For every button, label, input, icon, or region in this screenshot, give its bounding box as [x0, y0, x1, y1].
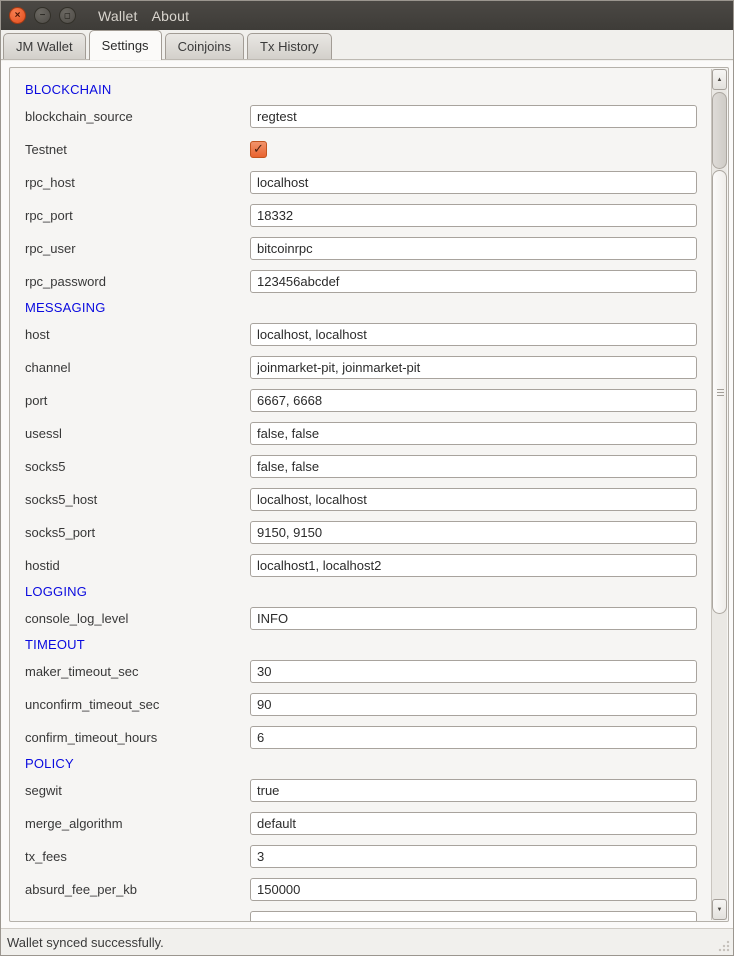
scroll-up-button[interactable]: [712, 69, 727, 90]
settings-row: [25, 774, 697, 807]
field-input[interactable]: [250, 455, 697, 478]
field-label: maker_timeout_sec: [25, 664, 139, 679]
field-input[interactable]: [250, 521, 697, 544]
settings-pane: [1, 61, 733, 928]
section-header: MESSAGING: [25, 300, 106, 315]
settings-row: [25, 688, 697, 721]
field-label: blockchain_source: [25, 109, 133, 124]
maximize-icon: ◻: [64, 10, 71, 20]
settings-row: [25, 265, 697, 298]
field-input-partial[interactable]: [250, 911, 697, 922]
titlebar: [1, 1, 733, 30]
check-icon: ✓: [253, 141, 264, 156]
field-input[interactable]: [250, 726, 697, 749]
status-text: Wallet synced successfully.: [7, 934, 164, 950]
field-label: console_log_level: [25, 611, 129, 626]
settings-row: [25, 318, 697, 351]
field-input[interactable]: [250, 845, 697, 868]
settings-row: [25, 450, 697, 483]
statusbar: [1, 928, 733, 955]
section-header: POLICY: [25, 756, 74, 771]
settings-row: [25, 655, 697, 688]
section-header: BLOCKCHAIN: [25, 82, 112, 97]
settings-row: [25, 483, 697, 516]
field-label: rpc_user: [25, 241, 76, 256]
field-label: socks5_port: [25, 525, 96, 540]
tab-coinjoins[interactable]: Coinjoins: [165, 33, 244, 59]
settings-row: [25, 721, 697, 754]
testnet-checkbox[interactable]: [250, 141, 267, 158]
field-input[interactable]: [250, 356, 697, 379]
field-input[interactable]: [250, 105, 697, 128]
settings-row: [25, 133, 697, 166]
field-label: socks5: [25, 459, 66, 474]
field-label: channel: [25, 360, 71, 375]
settings-row: [25, 351, 697, 384]
settings-row: [25, 602, 697, 635]
maximize-button[interactable]: [59, 7, 76, 24]
field-label: segwit: [25, 783, 62, 798]
settings-row: [25, 807, 697, 840]
field-input[interactable]: [250, 554, 697, 577]
settings-row: [25, 516, 697, 549]
field-input[interactable]: [250, 389, 697, 412]
field-label: Testnet: [25, 142, 67, 157]
settings-row: [25, 873, 697, 906]
settings-row: [25, 199, 697, 232]
field-label: host: [25, 327, 50, 342]
field-label: merge_algorithm: [25, 816, 123, 831]
field-label: absurd_fee_per_kb: [25, 882, 138, 897]
arrow-down-icon: ▼: [716, 906, 723, 913]
field-label: port: [25, 393, 48, 408]
settings-row-partial: [25, 906, 697, 922]
field-input[interactable]: [250, 812, 697, 835]
settings-row: [25, 166, 697, 199]
section-header: LOGGING: [25, 584, 88, 599]
tab-jm-wallet[interactable]: JM Wallet: [3, 33, 86, 59]
settings-scroll-area: [9, 67, 729, 922]
field-label: rpc_port: [25, 208, 73, 223]
settings-row: [25, 417, 697, 450]
field-input[interactable]: [250, 237, 697, 260]
menu-wallet[interactable]: Wallet: [98, 7, 138, 24]
settings-row: [25, 549, 697, 582]
field-label: confirm_timeout_hours: [25, 730, 158, 745]
field-label: socks5_host: [25, 492, 98, 507]
field-input[interactable]: [250, 488, 697, 511]
close-button[interactable]: [9, 7, 26, 24]
tabbar: [1, 30, 733, 60]
vertical-scrollbar[interactable]: [711, 69, 727, 920]
close-icon: ×: [14, 9, 21, 21]
minimize-icon: −: [39, 9, 46, 21]
settings-form: [10, 68, 711, 922]
scrollbar-grip: [717, 392, 724, 393]
field-input[interactable]: [250, 422, 697, 445]
field-label: rpc_host: [25, 175, 75, 190]
tab-tx-history[interactable]: Tx History: [247, 33, 332, 59]
section-header: TIMEOUT: [25, 637, 85, 652]
field-label: rpc_password: [25, 274, 106, 289]
arrow-up-icon: ▲: [716, 76, 723, 83]
field-input[interactable]: [250, 878, 697, 901]
field-input[interactable]: [250, 323, 697, 346]
field-input[interactable]: [250, 607, 697, 630]
minimize-button[interactable]: [34, 7, 51, 24]
field-label: hostid: [25, 558, 60, 573]
tab-settings[interactable]: Settings: [89, 30, 162, 60]
field-input[interactable]: [250, 693, 697, 716]
resize-grip[interactable]: [718, 940, 730, 952]
field-input[interactable]: [250, 779, 697, 802]
field-input[interactable]: [250, 270, 697, 293]
field-label: usessl: [25, 426, 62, 441]
field-input[interactable]: [250, 660, 697, 683]
field-label: unconfirm_timeout_sec: [25, 697, 160, 712]
settings-row: [25, 384, 697, 417]
settings-row: [25, 840, 697, 873]
scrollbar-track-segment[interactable]: [712, 92, 727, 169]
field-input[interactable]: [250, 204, 697, 227]
field-input[interactable]: [250, 171, 697, 194]
menu-about[interactable]: About: [151, 7, 190, 24]
settings-row: [25, 232, 697, 265]
scroll-down-button[interactable]: [712, 899, 727, 920]
settings-row: [25, 100, 697, 133]
scrollbar-thumb[interactable]: [712, 170, 727, 614]
field-label: tx_fees: [25, 849, 67, 864]
